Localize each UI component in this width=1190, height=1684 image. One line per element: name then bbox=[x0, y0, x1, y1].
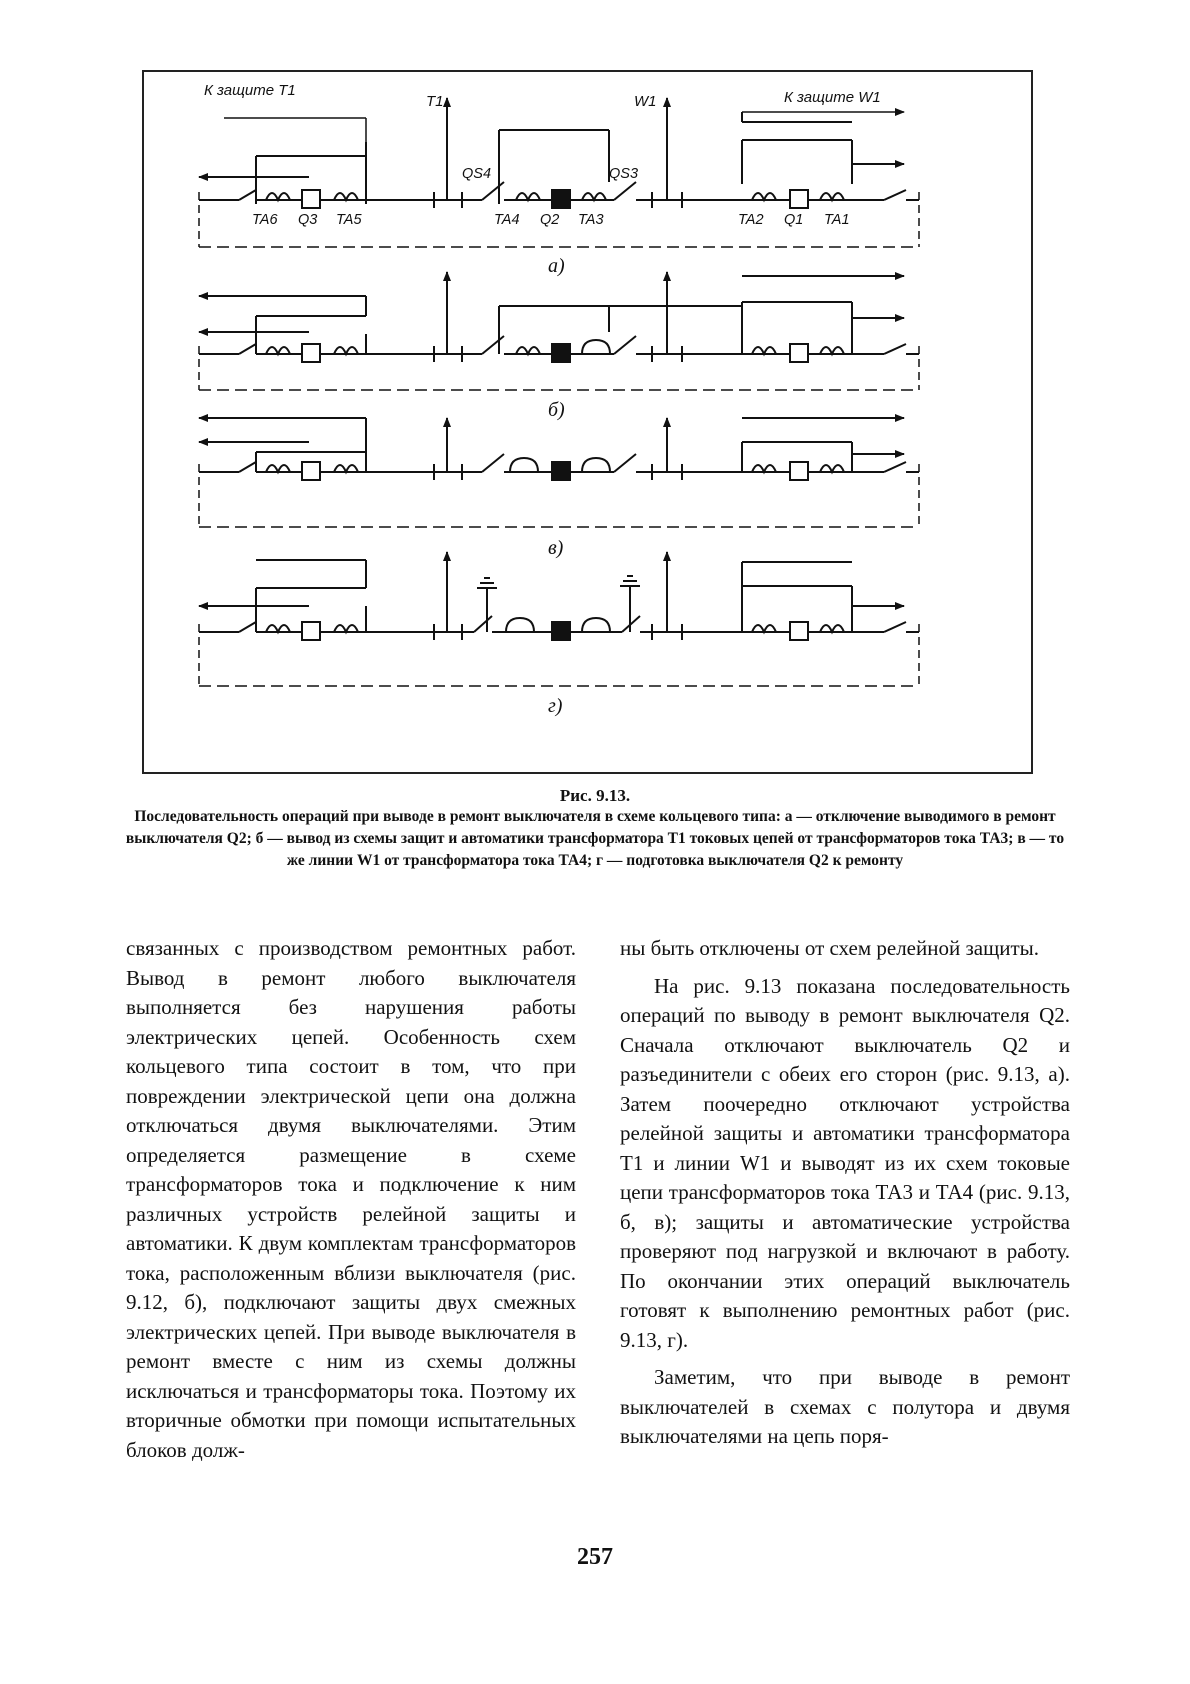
label-qs4: QS4 bbox=[462, 166, 492, 182]
label-ta1: TA1 bbox=[824, 212, 850, 228]
panel-letter-d: г) bbox=[548, 695, 563, 717]
label-q2: Q2 bbox=[540, 212, 560, 228]
panel-letter-b: б) bbox=[548, 399, 565, 421]
label-t1: T1 bbox=[426, 93, 444, 110]
label-q3: Q3 bbox=[298, 212, 318, 228]
label-qs3: QS3 bbox=[609, 166, 639, 182]
label-to-t1-protection: К защите Т1 bbox=[204, 82, 296, 99]
label-ta5: TA5 bbox=[336, 212, 362, 228]
label-to-w1-protection: К защите W1 bbox=[784, 89, 881, 106]
panel-letter-c: в) bbox=[548, 537, 564, 559]
left-column bbox=[126, 934, 576, 1465]
ring-scheme-diagram bbox=[144, 72, 1035, 776]
right-column bbox=[620, 934, 1070, 1452]
label-ta2: TA2 bbox=[738, 212, 764, 228]
figure-caption-title: Рис. 9.13. bbox=[559, 786, 631, 805]
right-column-paragraph-2: На рис. 9.13 показана последовательность операций по выводу в ремонт выключателя Q2. Сначала отключают выключатель Q2 и разъединители с обеих его сторон (рис. 9.13, а). Затем поочередно отключают устройства релейной защиты и автоматики трансформатора Т1 и линии W1 и выводят из их схем токовые цепи трансформаторов тока ТА3 и ТА4 (рис. 9.13, б, в); защиты и автоматические устройства проверяют под нагрузкой и включают в работу. По окончании этих операций выключатель готовят к выполнению ремонтных работ (рис. 9.13, г). bbox=[620, 973, 1070, 1352]
label-ta6: TA6 bbox=[252, 212, 278, 228]
panel-d bbox=[199, 552, 919, 686]
right-column-paragraph-3: Заметим, что при выводе в ремонт выключателей в схемах с полутора и двумя выключателями на цепь поря- bbox=[620, 1365, 1070, 1448]
page-number: 257 bbox=[577, 1544, 613, 1570]
label-w1: W1 bbox=[634, 93, 657, 110]
label-ta3: TA3 bbox=[578, 212, 604, 228]
label-ta4: TA4 bbox=[494, 212, 520, 228]
panel-letter-a: а) bbox=[548, 255, 565, 277]
figure-9-13 bbox=[142, 70, 1033, 774]
figure-caption-text: Последовательность операций при выводе в ремонт выключателя в схеме кольцевого типа: а — отключение выводимого в ремонт выключателя Q2; б — вывод из схемы защит и автоматики трансформатора Т1 токовых цепей от трансформаторов тока ТА3; в — то же линии W1 от трансформатора тока ТА4; г — подготовка выключателя Q2 к ремонту bbox=[125, 808, 1065, 869]
label-q1: Q1 bbox=[784, 212, 804, 228]
panel-b bbox=[199, 272, 919, 390]
panel-c bbox=[199, 418, 919, 527]
left-column-text: связанных с производством ремонтных работ. Вывод в ремонт любого выключателя выполняется без нарушения работы электрических цепей. Особенность схем кольцевого типа состоит в том, что при повреждении электрической цепи она должна отключаться двумя выключателями. Этим определяется размещение в схеме трансформаторов тока и подключение к ним различных устройств релейной защиты и автоматики. К двум комплектам трансформаторов тока, расположенным вблизи выключателя (рис. 9.12, б), подключают защиты двух смежных электрических цепей. При выводе выключателя в ремонт вместе с ним из схемы должны исключаться и трансформаторы тока. Поэтому их вторичные обмотки при помощи испытательных блоков долж- bbox=[126, 936, 576, 1462]
right-column-paragraph-1: ны быть отключены от схем релейной защиты. bbox=[620, 936, 1040, 960]
